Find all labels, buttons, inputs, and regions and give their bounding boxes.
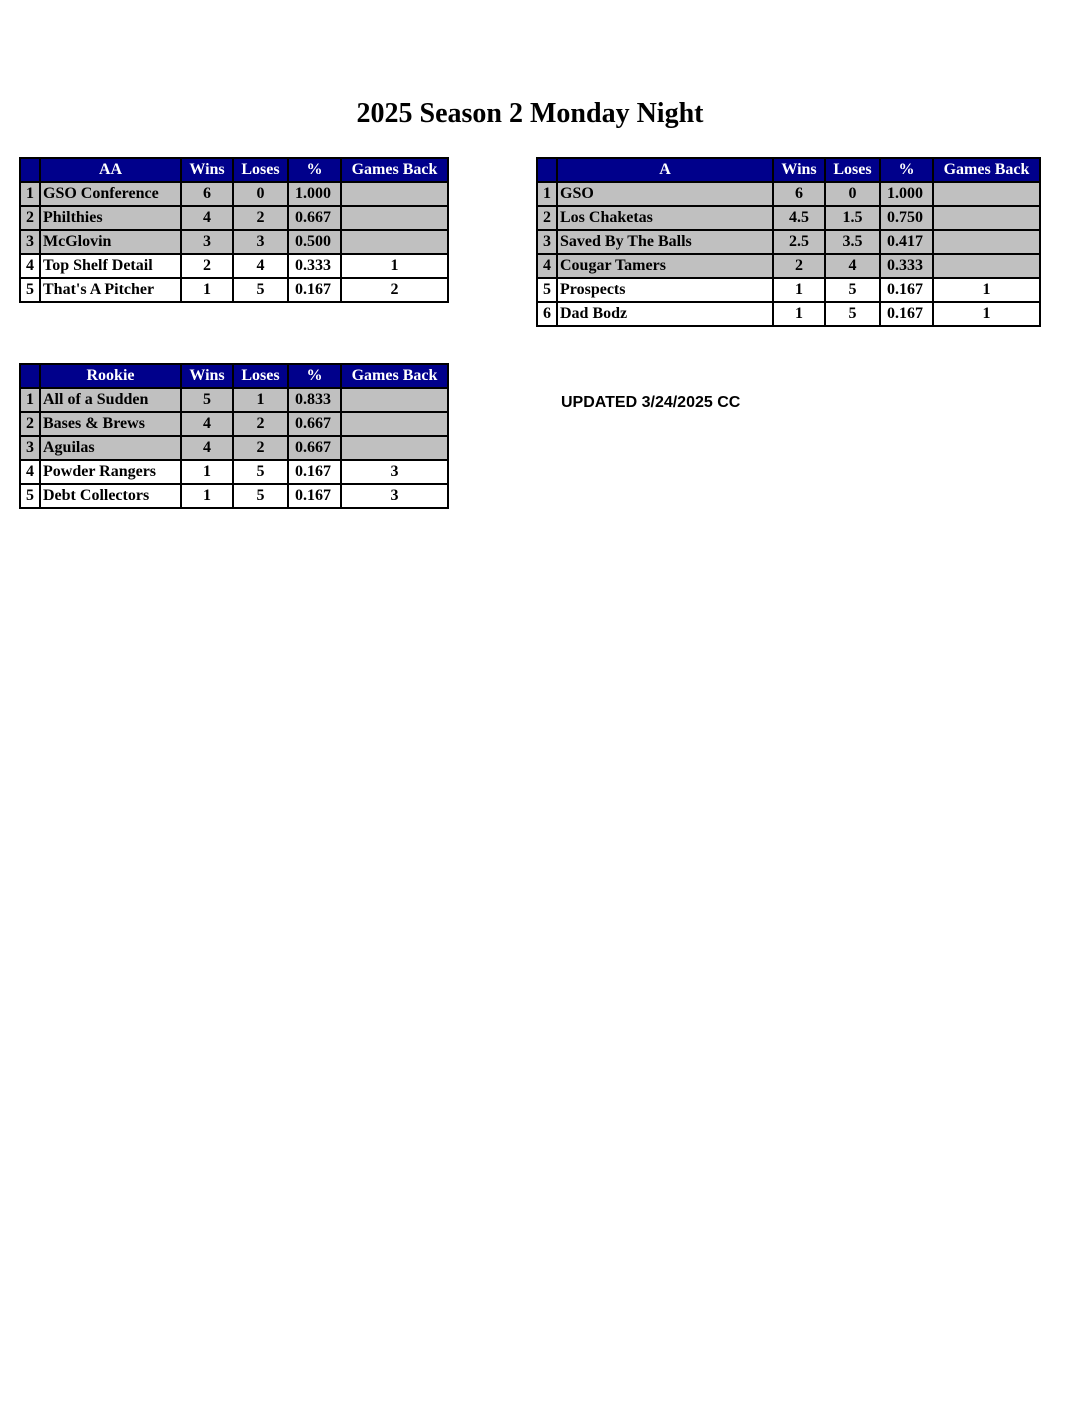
wins-cell: 1 bbox=[773, 302, 825, 326]
pct-cell: 1.000 bbox=[880, 182, 933, 206]
table-row bbox=[20, 278, 448, 302]
wins-cell: 4 bbox=[181, 436, 233, 460]
wins-cell: 1 bbox=[773, 278, 825, 302]
games-back-cell bbox=[933, 206, 1040, 230]
rank-cell: 2 bbox=[537, 206, 557, 230]
pct-cell: 0.333 bbox=[880, 254, 933, 278]
pct-cell: 0.750 bbox=[880, 206, 933, 230]
games-back-cell bbox=[933, 230, 1040, 254]
games-back-cell bbox=[933, 254, 1040, 278]
pct-cell: 0.167 bbox=[880, 302, 933, 326]
wins-cell: 1 bbox=[181, 484, 233, 508]
table-row bbox=[20, 206, 448, 230]
loses-cell: 4 bbox=[233, 254, 288, 278]
games-back-cell bbox=[341, 388, 448, 412]
games-back-cell: 3 bbox=[341, 460, 448, 484]
rank-cell: 3 bbox=[20, 436, 40, 460]
loses-header: Loses bbox=[825, 158, 880, 182]
pct-cell: 0.167 bbox=[288, 278, 341, 302]
loses-cell: 2 bbox=[233, 412, 288, 436]
games-back-cell: 1 bbox=[933, 302, 1040, 326]
team-name-cell: Debt Collectors bbox=[40, 484, 181, 508]
pct-cell: 0.167 bbox=[880, 278, 933, 302]
a-standings-table bbox=[536, 157, 1041, 327]
rank-cell: 5 bbox=[20, 484, 40, 508]
rank-cell: 5 bbox=[537, 278, 557, 302]
team-name-cell: Bases & Brews bbox=[40, 412, 181, 436]
pct-cell: 0.167 bbox=[288, 484, 341, 508]
team-name-cell: GSO bbox=[557, 182, 773, 206]
pct-cell: 0.667 bbox=[288, 436, 341, 460]
pct-cell: 0.833 bbox=[288, 388, 341, 412]
games-back-cell: 3 bbox=[341, 484, 448, 508]
loses-cell: 5 bbox=[233, 460, 288, 484]
wins-cell: 1 bbox=[181, 460, 233, 484]
wins-cell: 1 bbox=[181, 278, 233, 302]
games-back-cell bbox=[341, 436, 448, 460]
table-row bbox=[20, 254, 448, 278]
games-back-cell bbox=[341, 230, 448, 254]
rank-cell: 3 bbox=[537, 230, 557, 254]
loses-cell: 0 bbox=[825, 182, 880, 206]
wins-cell: 6 bbox=[773, 182, 825, 206]
table-row bbox=[537, 254, 1040, 278]
rank-cell: 4 bbox=[20, 254, 40, 278]
division-header: A bbox=[557, 158, 773, 182]
pct-cell: 0.667 bbox=[288, 412, 341, 436]
loses-cell: 1.5 bbox=[825, 206, 880, 230]
wins-cell: 2 bbox=[773, 254, 825, 278]
rookie-standings-table bbox=[19, 363, 449, 509]
table-row bbox=[20, 182, 448, 206]
table-row bbox=[537, 278, 1040, 302]
rank-header bbox=[20, 364, 40, 388]
team-name-cell: Prospects bbox=[557, 278, 773, 302]
rank-cell: 2 bbox=[20, 412, 40, 436]
games-back-cell bbox=[341, 206, 448, 230]
wins-cell: 2.5 bbox=[773, 230, 825, 254]
wins-cell: 4.5 bbox=[773, 206, 825, 230]
team-name-cell: Philthies bbox=[40, 206, 181, 230]
table-row bbox=[537, 302, 1040, 326]
wins-header: Wins bbox=[181, 158, 233, 182]
loses-cell: 3 bbox=[233, 230, 288, 254]
team-name-cell: Top Shelf Detail bbox=[40, 254, 181, 278]
updated-note: UPDATED 3/24/2025 CC bbox=[561, 394, 741, 411]
pct-cell: 0.500 bbox=[288, 230, 341, 254]
pct-cell: 0.417 bbox=[880, 230, 933, 254]
loses-header: Loses bbox=[233, 158, 288, 182]
table-row bbox=[20, 460, 448, 484]
table-row bbox=[20, 436, 448, 460]
loses-cell: 5 bbox=[233, 278, 288, 302]
loses-cell: 4 bbox=[825, 254, 880, 278]
loses-cell: 5 bbox=[825, 278, 880, 302]
loses-cell: 3.5 bbox=[825, 230, 880, 254]
games-back-cell: 1 bbox=[933, 278, 1040, 302]
table-row bbox=[20, 388, 448, 412]
team-name-cell: All of a Sudden bbox=[40, 388, 181, 412]
rank-cell: 2 bbox=[20, 206, 40, 230]
table-row bbox=[20, 484, 448, 508]
loses-cell: 5 bbox=[233, 484, 288, 508]
team-name-cell: That's A Pitcher bbox=[40, 278, 181, 302]
games-back-cell: 2 bbox=[341, 278, 448, 302]
pct-cell: 0.167 bbox=[288, 460, 341, 484]
wins-cell: 5 bbox=[181, 388, 233, 412]
team-name-cell: Saved By The Balls bbox=[557, 230, 773, 254]
loses-cell: 2 bbox=[233, 206, 288, 230]
table-row bbox=[537, 230, 1040, 254]
rank-cell: 1 bbox=[537, 182, 557, 206]
games-back-header: Games Back bbox=[341, 364, 448, 388]
wins-cell: 4 bbox=[181, 206, 233, 230]
pct-cell: 0.333 bbox=[288, 254, 341, 278]
loses-header: Loses bbox=[233, 364, 288, 388]
team-name-cell: Powder Rangers bbox=[40, 460, 181, 484]
rank-cell: 5 bbox=[20, 278, 40, 302]
pct-header: % bbox=[288, 158, 341, 182]
pct-cell: 1.000 bbox=[288, 182, 341, 206]
rank-cell: 3 bbox=[20, 230, 40, 254]
rank-cell: 6 bbox=[537, 302, 557, 326]
wins-cell: 6 bbox=[181, 182, 233, 206]
pct-header: % bbox=[288, 364, 341, 388]
table-row bbox=[20, 412, 448, 436]
division-header: Rookie bbox=[40, 364, 181, 388]
table-header-row bbox=[20, 364, 448, 388]
rank-cell: 1 bbox=[20, 388, 40, 412]
pct-cell: 0.667 bbox=[288, 206, 341, 230]
rank-cell: 4 bbox=[20, 460, 40, 484]
loses-cell: 1 bbox=[233, 388, 288, 412]
table-header-row bbox=[537, 158, 1040, 182]
team-name-cell: McGlovin bbox=[40, 230, 181, 254]
loses-cell: 2 bbox=[233, 436, 288, 460]
team-name-cell: Cougar Tamers bbox=[557, 254, 773, 278]
table-row bbox=[537, 206, 1040, 230]
games-back-cell bbox=[341, 412, 448, 436]
team-name-cell: GSO Conference bbox=[40, 182, 181, 206]
aa-standings-table bbox=[19, 157, 449, 303]
pct-header: % bbox=[880, 158, 933, 182]
loses-cell: 0 bbox=[233, 182, 288, 206]
wins-cell: 3 bbox=[181, 230, 233, 254]
wins-header: Wins bbox=[773, 158, 825, 182]
games-back-cell: 1 bbox=[341, 254, 448, 278]
games-back-cell bbox=[933, 182, 1040, 206]
games-back-cell bbox=[341, 182, 448, 206]
games-back-header: Games Back bbox=[933, 158, 1040, 182]
table-header-row bbox=[20, 158, 448, 182]
wins-header: Wins bbox=[181, 364, 233, 388]
division-header: AA bbox=[40, 158, 181, 182]
wins-cell: 2 bbox=[181, 254, 233, 278]
page-title: 2025 Season 2 Monday Night bbox=[356, 98, 704, 129]
loses-cell: 5 bbox=[825, 302, 880, 326]
games-back-header: Games Back bbox=[341, 158, 448, 182]
rank-cell: 1 bbox=[20, 182, 40, 206]
team-name-cell: Los Chaketas bbox=[557, 206, 773, 230]
wins-cell: 4 bbox=[181, 412, 233, 436]
team-name-cell: Aguilas bbox=[40, 436, 181, 460]
table-row bbox=[537, 182, 1040, 206]
rank-cell: 4 bbox=[537, 254, 557, 278]
table-row bbox=[20, 230, 448, 254]
rank-header bbox=[537, 158, 557, 182]
team-name-cell: Dad Bodz bbox=[557, 302, 773, 326]
rank-header bbox=[20, 158, 40, 182]
